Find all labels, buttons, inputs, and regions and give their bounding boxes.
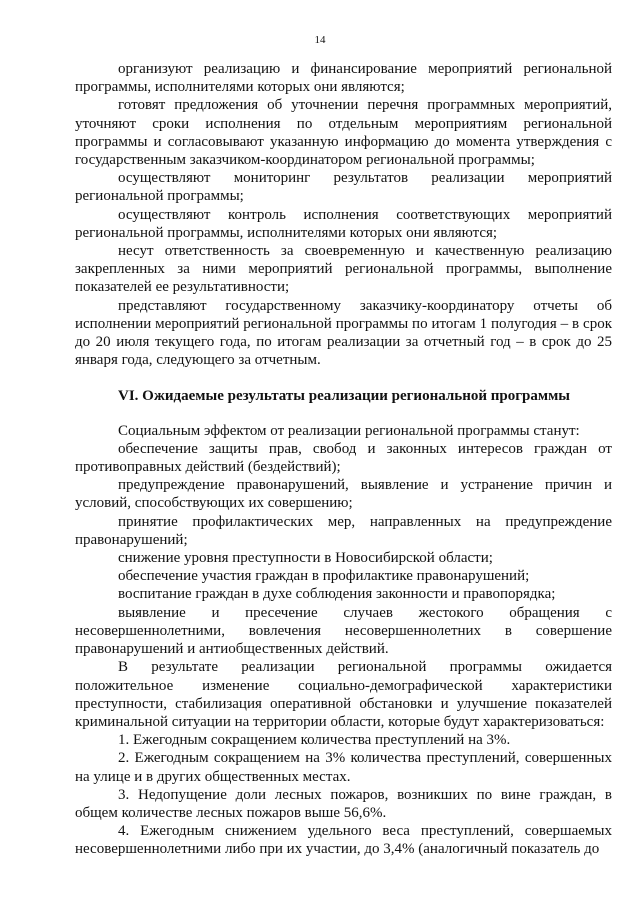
- page-number: 14: [314, 34, 326, 46]
- paragraph: принятие профилактических мер, направленных на предупреждение правонарушений;: [75, 513, 612, 548]
- paragraph: организуют реализацию и финансирование мероприятий региональной программы, исполнителями которых они являются;: [75, 61, 612, 96]
- paragraph: снижение уровня преступности в Новосибирской области;: [118, 550, 493, 567]
- paragraph: воспитание граждан в духе соблюдения законности и правопорядка;: [118, 586, 556, 603]
- paragraph: В результате реализации региональной программы ожидается положительное изменение социально-демографической характеристики преступности, стабилизация оперативной обстановки и улучшение показателей криминальной ситуации на территории области, которые будут характеризоваться:: [75, 659, 612, 730]
- paragraph: Социальным эффектом от реализации региональной программы станут:: [118, 422, 580, 439]
- paragraph: обеспечение защиты прав, свобод и законных интересов граждан от противоправных действий (бездействий);: [75, 440, 612, 476]
- paragraph: обеспечение участия граждан в профилактике правонарушений;: [118, 568, 530, 585]
- paragraph: осуществляют контроль исполнения соответствующих мероприятий региональной программы, исполнителями которых они являются;: [75, 206, 612, 241]
- list-item: 1. Ежегодным сокращением количества преступлений на 3%.: [118, 732, 511, 749]
- paragraph: готовят предложения об уточнении перечня программных мероприятий, уточняют сроки исполнения по отдельным мероприятиям региональной программы и согласовывают указанную информацию до момента утверждения с государственным заказчиком-координатором региональной программы;: [75, 97, 612, 169]
- list-item: 2. Ежегодным сокращением на 3% количества преступлений, совершенных на улице и в других общественных местах.: [75, 750, 612, 785]
- document-body: [75, 60, 612, 859]
- paragraph: несут ответственность за своевременную и качественную реализацию закрепленных за ними мероприятий региональной программы, выполнение показателей ее результативности;: [75, 243, 612, 296]
- paragraph: выявление и пресечение случаев жестокого обращения с несовершеннолетними, вовлечения несовершеннолетних в совершение правонарушений и антиобщественных действий.: [75, 604, 612, 658]
- list-item: 3. Недопущение доли лесных пожаров, возникших по вине граждан, в общем количестве лесных пожаров выше 56,6%.: [75, 786, 612, 821]
- list-item: 4. Ежегодным снижением удельного веса преступлений, совершаемых несовершеннолетними либо при их участии, до 3,4% (аналогичный показатель до: [75, 823, 612, 858]
- paragraph: представляют государственному заказчику-координатору отчеты об исполнении мероприятий региональной программы по итогам 1 полугодия – в срок до 20 июля текущего года, по итогам реализации за отчетный год – в срок до 25 января года, следующего за отчетным.: [75, 297, 612, 369]
- section-heading: VI. Ожидаемые результаты реализации региональной программы: [118, 388, 571, 405]
- paragraph: предупреждение правонарушений, выявление и устранение причин и условий, способствующих их совершению;: [75, 477, 612, 512]
- paragraph: осуществляют мониторинг результатов реализации мероприятий региональной программы;: [75, 170, 612, 205]
